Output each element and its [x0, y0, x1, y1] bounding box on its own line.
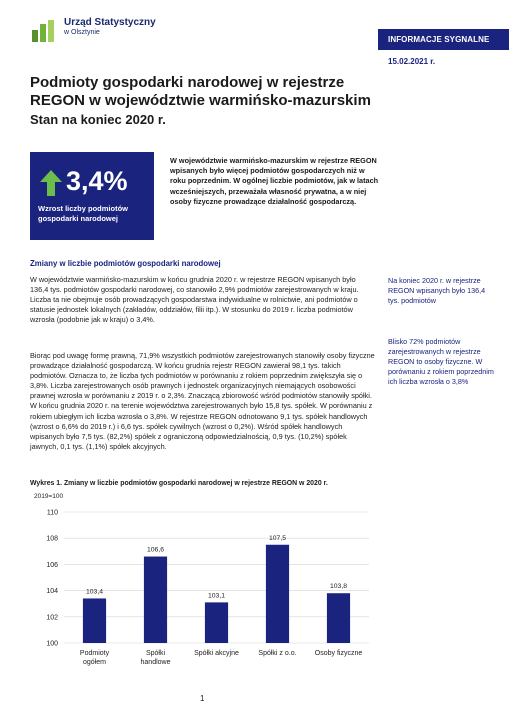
arrow-up-icon: [40, 170, 62, 196]
paragraph-1: W województwie warmińsko-mazurskim w końcu grudnia 2020 r. w rejestrze REGON wpisanych było 136,4 tys. podmiotów gospodarki narodowej, co stanowiło 2,9% podmiotów zarejestrowanych w kraju. Liczba ta nie obejmuje osób prowadzących gospodarstwa indywidualne w rolnictwie, ani podmiotów o statusie jednostek lokalnych (zakładów, oddziałów, filii itp.). W stosunku do 2019 r. liczba podmiotów wzrosła (podobnie jak w kraju) o 3,4%.: [30, 275, 359, 325]
intro-text: W województwie warmińsko-mazurskim w rejestrze REGON wpisanych było więcej podmiotów gospodarczych niż w roku poprzednim. W ogólnej liczbie podmiotów, jak w latach wcześniejszych, przeważała własność prywatna, a w niej osoby fizyczne prowadzące działalność gospodarczą.: [170, 156, 379, 206]
y-tick-label: 106: [46, 561, 58, 569]
y-tick-label: 102: [46, 614, 58, 622]
logo-icon: [30, 18, 58, 44]
x-tick-label: Spółki z o.o.: [258, 650, 297, 657]
chart-unit-note: 2019=100: [34, 493, 64, 500]
y-tick-label: 104: [46, 588, 58, 596]
page-number: 1: [200, 694, 205, 703]
publication-date: 15.02.2021 r.: [388, 57, 436, 66]
chart-title: Wykres 1. Zmiany w liczbie podmiotów gospodarki narodowej w rejestrze REGON w 2020 r.: [30, 480, 328, 487]
bar: [266, 545, 289, 643]
page-title: Podmioty gospodarki narodowej w rejestrze REGON w województwie warmińsko-mazurskim: [30, 74, 371, 109]
x-tick-label: Osoby fizyczne: [314, 650, 363, 657]
bar: [144, 557, 167, 643]
data-label: 103,1: [207, 592, 226, 600]
sidenote-2: Blisko 72% podmiotów zarejestrowanych w rejestrze REGON to osoby fizyczne. W porównaniu z rokiem poprzednim ich liczba wzrosła o 3,8%: [388, 337, 494, 386]
y-tick-label: 110: [46, 509, 58, 517]
data-label: 103,4: [85, 588, 104, 596]
y-tick-label: 100: [46, 640, 58, 648]
data-label: 107,5: [268, 534, 287, 542]
data-label: 103,8: [329, 583, 348, 591]
bar-chart: [24, 488, 379, 688]
bar: [83, 598, 106, 643]
sidenote-1: Na koniec 2020 r. w rejestrze REGON wpisanych było 136,4 tys. podmiotów: [388, 276, 486, 305]
section-title: Zmiany w liczbie podmiotów gospodarki narodowej: [30, 259, 221, 268]
kpi-label: Wzrost liczby podmiotów gospodarki narodowej: [38, 204, 128, 223]
logo-line2: w Olsztynie: [64, 29, 100, 36]
logo-line1: Urząd Statystyczny: [64, 17, 156, 28]
page-subtitle: Stan na koniec 2020 r.: [30, 112, 166, 127]
kpi-box: [30, 152, 154, 240]
data-label: 106,6: [146, 546, 165, 554]
kpi-value: 3,4%: [66, 166, 128, 196]
bar: [205, 602, 228, 643]
bar: [327, 593, 350, 643]
logo: [30, 18, 156, 44]
document-type-badge: INFORMACJE SYGNALNE: [378, 29, 509, 50]
paragraph-2: Biorąc pod uwagę formę prawną, 71,9% wszystkich podmiotów zarejestrowanych stanowiły osoby fizyczne prowadzące działalność gospodarczą. W końcu grudnia rejestr REGON zawierał 98,1 tys. takich podmiotów. Oznacza to, że liczba tych podmiotów w porównaniu z rokiem poprzednim zwiększyła się o 3,8%. Liczba zarejestrowanych osób prawnych i jednostek organizacyjnych niemających osobowości prawnej wzrosła w porównaniu z 2019 r. o 2,3%. Znaczącą zbiorowość wśród podmiotów stanowiły spółki. W końcu grudnia 2020 r. na terenie województwa zarejestrowanych było 15,8 tys. spółek. W porównaniu z rokiem ubiegłym ich liczba wzrosła o 3,8%. W rejestrze REGON odnotowano 9,1 tys. spółek handlowych (wzrost o 6,6% do 2019 r.) i 6,6 tys. spółek cywilnych (wzrost o 0,2%). Wśród spółek handlowych wpisanych było 7,5 tys. (82,2%) spółek z ograniczoną odpowiedzialnością, 0,9 tys. (10,2%) spółek jawnych, 0,1 tys. (1,1%) spółek akcyjnych.: [30, 351, 375, 451]
y-tick-label: 108: [46, 535, 58, 543]
x-tick-label: Podmioty ogółem: [79, 650, 110, 666]
x-tick-label: Spółki akcyjne: [194, 650, 239, 657]
x-tick-label: Spółki handlowe: [140, 650, 171, 666]
